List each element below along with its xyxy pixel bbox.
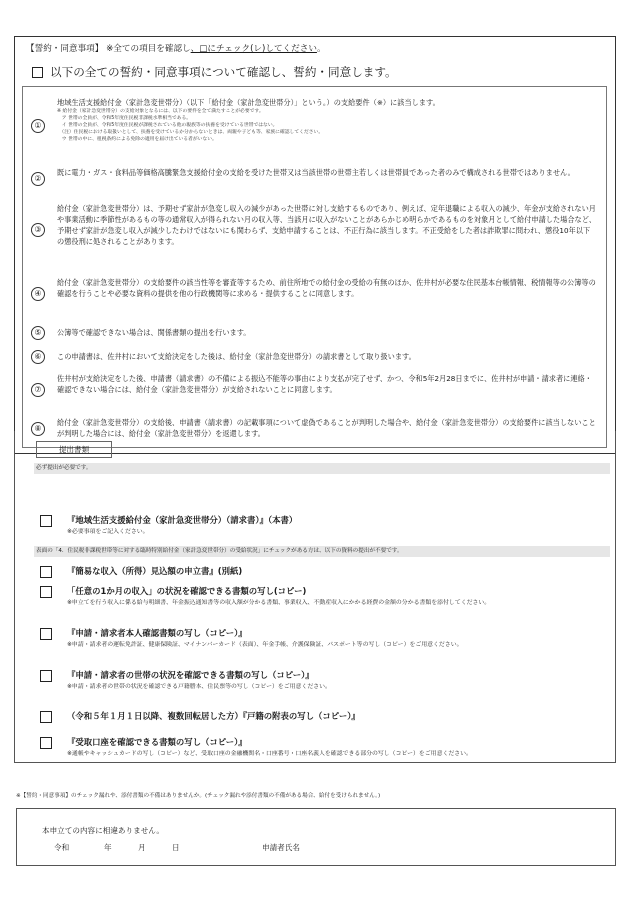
confirmation-box (16, 808, 616, 866)
oath-item-1 (23, 95, 606, 157)
doc-title: 『簡易な収入（所得）見込額の申立書』(別紙) (67, 566, 243, 576)
doc-checkbox[interactable] (40, 711, 52, 723)
doc-checkbox[interactable] (40, 566, 52, 578)
oath-header-note-end: 。 (316, 44, 326, 54)
item-text: 公簿等で確認できない場合は、関係書類の提出を行います。 (57, 328, 251, 337)
footnote: ※【誓約・同意事項】のチェック漏れや、添付書類の不備はありませんか。(チェック漏れや添付書類の不備がある場合、給付を受けられません。) (16, 793, 381, 799)
doc-note: ※必要事項をご記入ください。 (67, 529, 149, 535)
documents-title: 提出書類 (36, 441, 112, 458)
item-number: ④ (31, 287, 45, 301)
doc-checkbox[interactable] (40, 737, 52, 749)
conditional-bar: 表面の「4．住民税非課税世帯等に対する臨時特別給付金（家計急変世帯分）の受給状況」にチェックがある方は、以下の資料の提出が不要です。 (34, 546, 610, 557)
item-number: ⑦ (31, 383, 45, 397)
item-number: ① (31, 119, 45, 133)
doc-checkbox[interactable] (40, 586, 52, 598)
item-text: 給付金（家計急変世帯分）は、予期せず家計が急変し収入の減少があった世帯に対し支給するものであり、例えば、定年退職による収入の減少、年金が支給されない月や事業活動に季節性があるもの等の通常収入が得られない月の収入等、当該月に収入がないことがあらかじめ明らかであるものを対象月として給付申請した場合など、予期せず家計が急変し収入が減少したわけではないにも関わらず、支給申請することは、不正行為に該当します。不正受給をした者は詐欺罪に問われ、懲役10年以下の懲役刑に処されることがあります。 (57, 204, 597, 246)
doc-title: 『申請・請求者の世帯の状況を確認できる書類の写し（コピー）』 (67, 670, 314, 680)
item-number: ⑥ (31, 350, 45, 364)
item-text: 佐井村が支給決定をした後、申請書（請求書）の不備による振込不能等の事由により支払が完了せず、かつ、令和5年2月28日までに、佐井村が申請・請求者に連絡・確認できない場合には、給付金（家計急変世帯分）が支給されないことに同意します。 (57, 374, 592, 394)
oath-items-box (22, 86, 607, 448)
item-text: 地域生活支援給付金（家計急変世帯分）（以下「給付金（家計急変世帯分）」という。）の支給要件（※）に該当します。 (57, 98, 440, 107)
doc-note: ※申請・請求者の運転免許証、健康保険証、マイナンバーカード（表面）、年金手帳、介護保険証、パスポート等の写し（コピー）をご用意ください。 (67, 642, 463, 648)
oath-header-note: ※全ての項目を確認し (106, 44, 191, 54)
date-year-label: 年 (104, 843, 112, 852)
confirmation-statement: 本申立ての内容に相違ありません。 (42, 826, 164, 835)
oath-header-note-underlined: 、□にチェック(レ)してください (190, 44, 317, 54)
oath-header (26, 42, 326, 54)
item-text: 給付金（家計急変世帯分）の支給後、申請書（請求書）の記載事項について虚偽であることが判明した場合や、給付金（家計急変世帯分）の支給要件に該当しないことが判明した場合には、給付金（家計急変世帯分）を返還します。 (57, 418, 596, 438)
subnote: ア 世帯の全員が、令和5年度住民税非課税水準相当である。 (57, 116, 192, 121)
item-text: 給付金（家計急変世帯分）の支給要件の該当性等を審査等するため、前住所地での給付金の受給の有無のほか、佐井村が必要な住民基本台帳情報、税情報等の公簿等の確認を行うことや必要な資料の提供を他の行政機関等に求める・提供することに同意します。 (57, 278, 596, 298)
item-number: ⑤ (31, 326, 45, 340)
doc-checkbox[interactable] (40, 670, 52, 682)
date-day-label: 日 (172, 843, 180, 852)
doc-title: 「任意の1か月の収入」の状況を確認できる書類の写し(コピー) (67, 586, 307, 596)
item-subnotes (57, 108, 597, 143)
doc-checkbox[interactable] (40, 628, 52, 640)
applicant-name-label: 申請者氏名 (262, 843, 300, 852)
date-month-label: 月 (138, 843, 146, 852)
subnote: ※ 給付金（家計急変世帯分）の支給対象となるには、以下の要件を全て満たすことが必要です。 (57, 109, 264, 114)
item-text: この申請書は、佐井村において支給決定をした後は、給付金（家計急変世帯分）の請求書として取り扱います。 (57, 352, 416, 361)
doc-note: ※申請・請求者の世帯の状況を確認できる戸籍謄本、住民票等の写し（コピー）をご用意ください。 (67, 684, 331, 690)
doc-note: ※申立てを行う収入に係る給与明細書、年金振込通知書等の収入額が分かる書類、事業収入、不動産収入にかかる経費の金額の分かる書類を添付してください。 (67, 600, 491, 606)
item-number: ⑧ (31, 422, 45, 436)
item-text: 既に電力・ガス・食料品等価格高騰緊急支援給付金の支給を受けた世帯又は当該世帯の世帯主若しくは世帯員であった者のみで構成される世帯ではありません。 (57, 168, 575, 177)
agree-all-label: 以下の全ての誓約・同意事項について確認し、誓約・同意します。 (50, 65, 397, 79)
item-number: ③ (31, 223, 45, 237)
doc-checkbox[interactable] (40, 515, 52, 527)
subnote: ウ 世帯の中に、租税条約による免除の適用を届け出ている者がいない。 (57, 137, 217, 142)
date-era: 令和 (54, 843, 70, 852)
item-number: ② (31, 172, 45, 186)
agree-all-row[interactable] (32, 64, 397, 80)
doc-title: 『地域生活支援給付金（家計急変世帯分）（請求書）』（本書） (67, 515, 298, 525)
doc-note: ※通帳やキャッシュカードの写し（コピー）など、受取口座の金融機関名・口座番号・口座名義人を確認できる部分の写し（コピー）をご用意ください。 (67, 751, 472, 757)
doc-title: （令和５年１月１日以降、複数回転居した方）『戸籍の附表の写し（コピー）』 (67, 711, 360, 721)
agree-all-checkbox[interactable] (32, 67, 43, 78)
subnote: （注）住民税における取扱いとして、扶養を受けているか分からないときは、両親や子ども等、家族に確認してください。 (57, 130, 324, 135)
oath-header-title: 【誓約・同意事項】 (26, 44, 104, 54)
doc-title: 『受取口座を確認できる書類の写し（コピー）』 (67, 737, 247, 747)
subnote: イ 世帯の全員が、令和5年度住民税が課税されている他の親族等の扶養を受けている世帯ではない。 (57, 123, 278, 128)
required-bar: 必ず提出が必要です。 (34, 463, 610, 474)
doc-title: 『申請・請求者本人確認書類の写し（コピー）』 (67, 628, 247, 638)
